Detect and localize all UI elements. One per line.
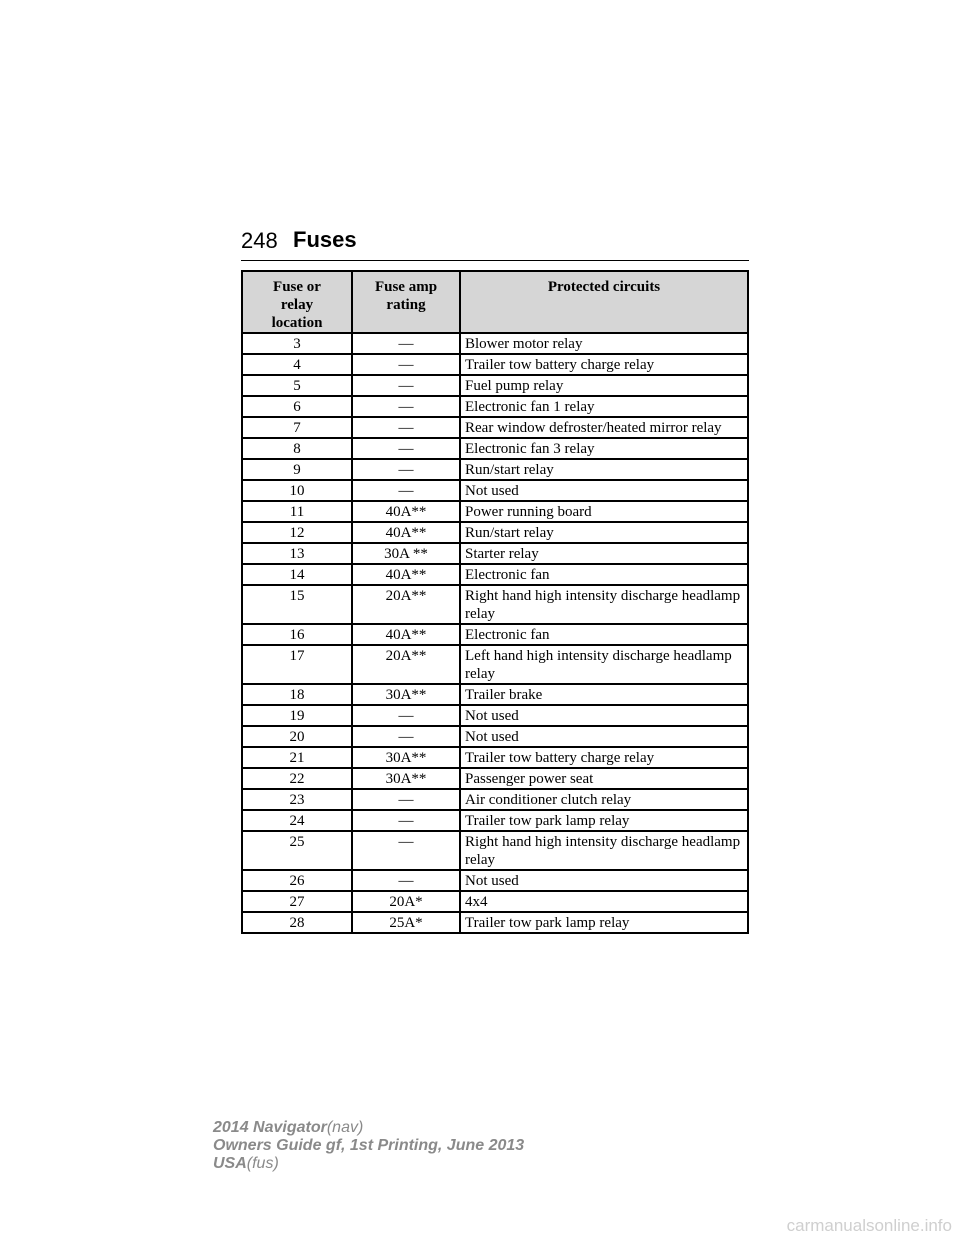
footer-line-2 [213, 1137, 524, 1155]
column-header-rating: Fuse amp rating [352, 271, 460, 333]
table-row [242, 912, 748, 933]
table-row [242, 375, 748, 396]
fuse-location-cell: 5 [242, 375, 352, 396]
footer-model: 2014 Navigator [213, 1119, 327, 1136]
page-number: 248 [241, 228, 278, 253]
fuse-rating-cell: — [352, 480, 460, 501]
protected-circuit-cell: Run/start relay [460, 522, 748, 543]
fuse-rating-cell: 20A** [352, 585, 460, 624]
table-header [242, 271, 748, 333]
fuse-location-cell: 4 [242, 354, 352, 375]
fuse-rating-cell: 20A* [352, 891, 460, 912]
table-row [242, 789, 748, 810]
column-header-circuits: Protected circuits [460, 271, 748, 333]
footer-line-1 [213, 1119, 524, 1137]
fuse-location-cell: 9 [242, 459, 352, 480]
protected-circuit-cell: Electronic fan 1 relay [460, 396, 748, 417]
table-row [242, 459, 748, 480]
fuse-location-cell: 25 [242, 831, 352, 870]
fuse-location-cell: 15 [242, 585, 352, 624]
fuse-location-cell: 3 [242, 333, 352, 354]
page-footer [213, 1119, 524, 1173]
protected-circuit-cell: Trailer brake [460, 684, 748, 705]
table-row [242, 585, 748, 624]
fuse-location-cell: 23 [242, 789, 352, 810]
fuse-location-cell: 18 [242, 684, 352, 705]
protected-circuit-cell: Blower motor relay [460, 333, 748, 354]
fuse-location-cell: 27 [242, 891, 352, 912]
page-header [241, 228, 749, 261]
fuse-rating-cell: 30A** [352, 768, 460, 789]
fuse-rating-cell: 40A** [352, 501, 460, 522]
fuse-location-cell: 24 [242, 810, 352, 831]
fuse-location-cell: 16 [242, 624, 352, 645]
fuse-rating-cell: — [352, 438, 460, 459]
fuse-rating-cell: 40A** [352, 564, 460, 585]
fuse-rating-cell: — [352, 831, 460, 870]
fuse-location-cell: 28 [242, 912, 352, 933]
table-row [242, 522, 748, 543]
fuse-location-cell: 20 [242, 726, 352, 747]
table-row [242, 417, 748, 438]
table-row [242, 768, 748, 789]
footer-market-code: (fus) [246, 1155, 279, 1172]
table-row [242, 684, 748, 705]
fuse-location-cell: 6 [242, 396, 352, 417]
protected-circuit-cell: Air conditioner clutch relay [460, 789, 748, 810]
table-row [242, 705, 748, 726]
protected-circuit-cell: Trailer tow battery charge relay [460, 354, 748, 375]
table-row [242, 501, 748, 522]
fuse-rating-cell: — [352, 726, 460, 747]
fuse-rating-cell: 30A** [352, 684, 460, 705]
protected-circuit-cell: Right hand high intensity discharge headlamp relay [460, 831, 748, 870]
fuse-location-cell: 8 [242, 438, 352, 459]
footer-model-code: (nav) [326, 1119, 364, 1136]
protected-circuit-cell: 4x4 [460, 891, 748, 912]
fuse-location-cell: 21 [242, 747, 352, 768]
table-row [242, 726, 748, 747]
table-row [242, 870, 748, 891]
table-row [242, 438, 748, 459]
fuse-table [241, 270, 749, 934]
protected-circuit-cell: Passenger power seat [460, 768, 748, 789]
fuse-rating-cell: 30A ** [352, 543, 460, 564]
protected-circuit-cell: Trailer tow battery charge relay [460, 747, 748, 768]
fuse-rating-cell: — [352, 396, 460, 417]
protected-circuit-cell: Electronic fan [460, 624, 748, 645]
table-row [242, 354, 748, 375]
table-row [242, 624, 748, 645]
footer-printing: Owners Guide gf, 1st Printing, June 2013 [213, 1137, 525, 1154]
fuse-location-cell: 26 [242, 870, 352, 891]
table-row [242, 333, 748, 354]
table-row [242, 891, 748, 912]
protected-circuit-cell: Starter relay [460, 543, 748, 564]
fuse-rating-cell: — [352, 417, 460, 438]
fuse-location-cell: 7 [242, 417, 352, 438]
protected-circuit-cell: Electronic fan 3 relay [460, 438, 748, 459]
table-row [242, 543, 748, 564]
protected-circuit-cell: Left hand high intensity discharge headlamp relay [460, 645, 748, 684]
fuse-location-cell: 13 [242, 543, 352, 564]
footer-line-3 [213, 1155, 524, 1173]
table-row [242, 564, 748, 585]
table-row [242, 645, 748, 684]
fuse-rating-cell: — [352, 459, 460, 480]
table-row [242, 810, 748, 831]
table-row [242, 480, 748, 501]
protected-circuit-cell: Electronic fan [460, 564, 748, 585]
fuse-location-cell: 14 [242, 564, 352, 585]
fuse-rating-cell: — [352, 375, 460, 396]
fuse-rating-cell: — [352, 354, 460, 375]
fuse-location-cell: 11 [242, 501, 352, 522]
fuse-rating-cell: — [352, 810, 460, 831]
table-body [242, 333, 748, 933]
table-row [242, 831, 748, 870]
protected-circuit-cell: Fuel pump relay [460, 375, 748, 396]
footer-market: USA [213, 1155, 247, 1172]
fuse-location-cell: 22 [242, 768, 352, 789]
fuse-rating-cell: 40A** [352, 522, 460, 543]
fuse-rating-cell: — [352, 870, 460, 891]
protected-circuit-cell: Run/start relay [460, 459, 748, 480]
fuse-rating-cell: 25A* [352, 912, 460, 933]
column-header-location: Fuse or relay location [242, 271, 352, 333]
protected-circuit-cell: Not used [460, 705, 748, 726]
protected-circuit-cell: Trailer tow park lamp relay [460, 912, 748, 933]
fuse-location-cell: 10 [242, 480, 352, 501]
fuse-rating-cell: 40A** [352, 624, 460, 645]
watermark: carmanualsonline.info [786, 1216, 952, 1235]
protected-circuit-cell: Not used [460, 870, 748, 891]
fuse-rating-cell: 20A** [352, 645, 460, 684]
fuse-location-cell: 12 [242, 522, 352, 543]
protected-circuit-cell: Rear window defroster/heated mirror relay [460, 417, 748, 438]
fuse-rating-cell: 30A** [352, 747, 460, 768]
fuse-rating-cell: — [352, 705, 460, 726]
protected-circuit-cell: Power running board [460, 501, 748, 522]
section-title: Fuses [293, 227, 357, 252]
protected-circuit-cell: Not used [460, 726, 748, 747]
table-row [242, 747, 748, 768]
protected-circuit-cell: Not used [460, 480, 748, 501]
protected-circuit-cell: Trailer tow park lamp relay [460, 810, 748, 831]
fuse-rating-cell: — [352, 789, 460, 810]
protected-circuit-cell: Right hand high intensity discharge headlamp relay [460, 585, 748, 624]
fuse-location-cell: 17 [242, 645, 352, 684]
table-row [242, 396, 748, 417]
fuse-location-cell: 19 [242, 705, 352, 726]
fuse-rating-cell: — [352, 333, 460, 354]
